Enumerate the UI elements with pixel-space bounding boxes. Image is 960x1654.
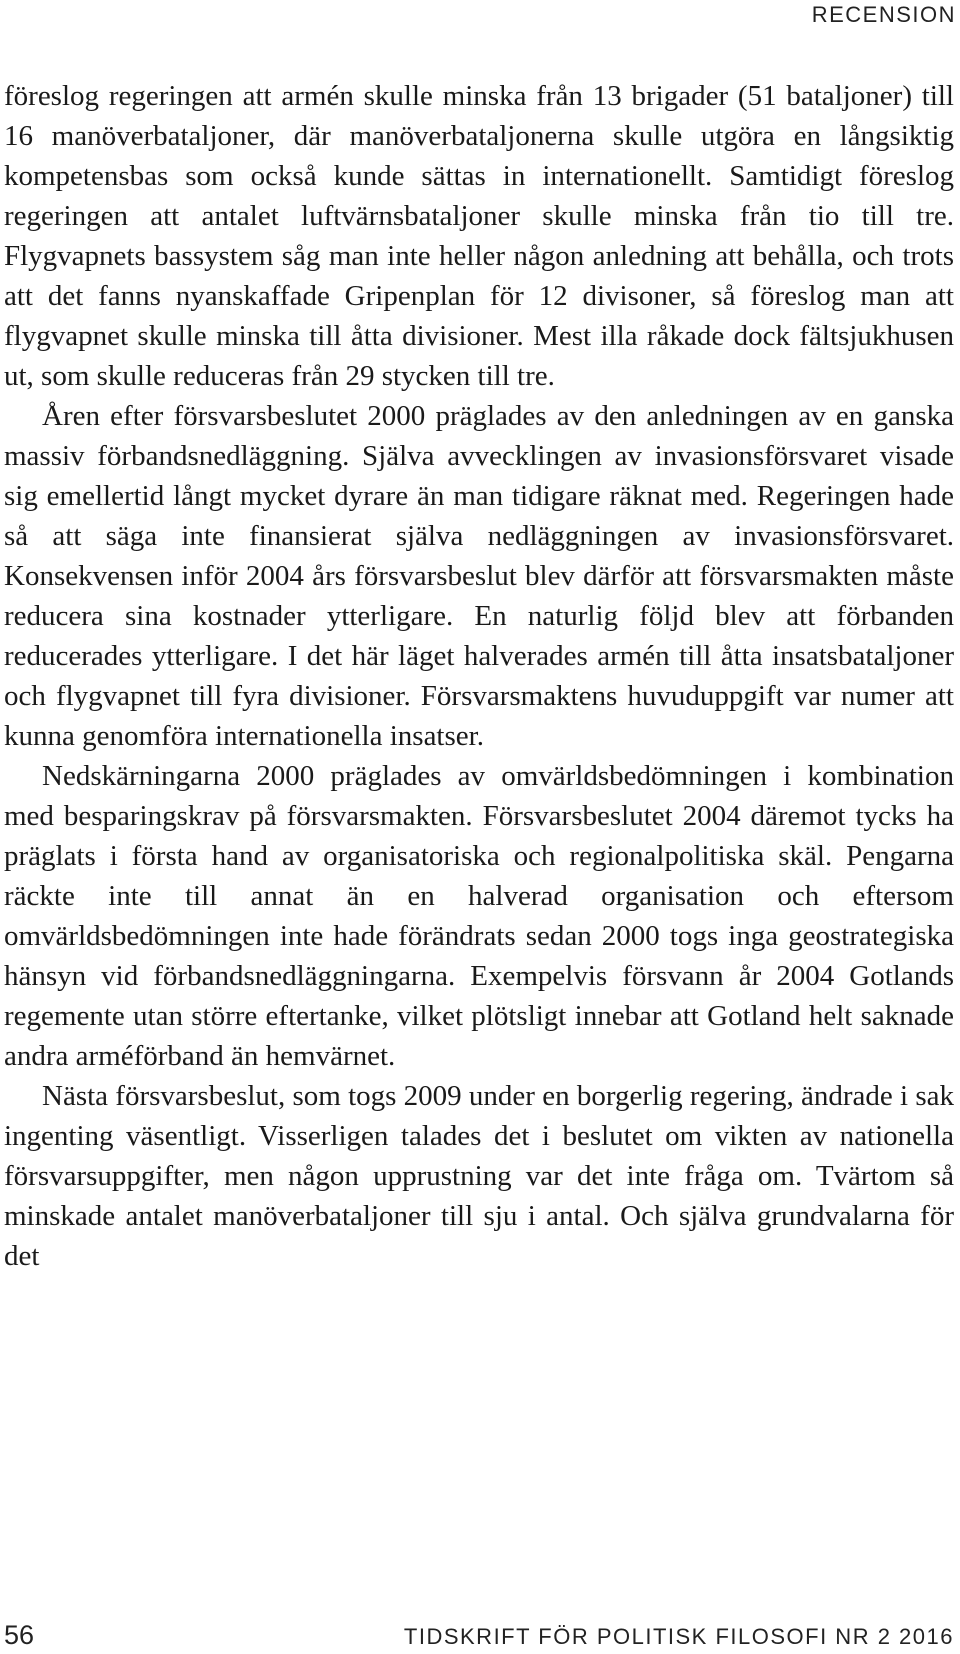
page-number: 56 bbox=[4, 1620, 35, 1650]
paragraph: Nedskärningarna 2000 präglades av omvärldsbedömningen i kombination med besparingskrav på försvarsmakten. Försvarsbeslutet 2004 däremot tycks ha präglats i första hand av organisatoriska och regionalpolitiska skäl. Pengarna räckte inte till annat än en halverad organisation och eftersom omvärldsbedömningen inte hade förändrats sedan 2000 togs inga geostrategiska hänsyn vid förbandsnedläggningarna. Exempelvis försvann år 2004 Gotlands regemente utan större eftertanke, vilket plötsligt innebar att Gotland helt saknade andra arméförband än hemvärnet. bbox=[4, 760, 954, 1072]
paragraph: föreslog regeringen att armén skulle minska från 13 brigader (51 bataljoner) till 16 manöverbataljoner, där manöverbataljonerna skulle utgöra en långsiktig kompetensbas som också kunde sättas in internationellt. Samtidigt föreslog regeringen att antalet luftvärnsbataljoner skulle minska från tio till tre. Flygvapnets bassystem såg man inte heller någon anledning att behålla, och trots att det fanns nyanskaffade Gripenplan för 12 divisoner, så föreslog man att flygvapnet skulle minska till åtta divisioner. Mest illa råkade dock fältsjukhusen ut, som skulle reduceras från 29 stycken till tre. bbox=[4, 80, 954, 392]
article-body bbox=[4, 76, 954, 1276]
paragraph: Åren efter försvarsbeslutet 2000 präglades av den anledningen av en ganska massiv förbandsnedläggning. Själva avvecklingen av invasionsförsvaret visade sig emellertid långt mycket dyrare än man tidigare räknat med. Regeringen hade så att säga inte finansierat själva nedläggningen av invasionsförsvaret. Konsekvensen inför 2004 års försvarsbeslut blev därför att försvarsmakten måste reducera sina kostnader ytterligare. En naturlig följd blev att förbanden reducerades ytterligare. I det här läget halverades armén till åtta insatsbataljoner och flygvapnet till fyra divisioner. Försvarsmaktens huvuduppgift var numer att kunna genomföra internationella insatser. bbox=[4, 400, 954, 752]
running-head: RECENSION bbox=[811, 2, 956, 27]
journal-title: TIDSKRIFT FÖR POLITISK FILOSOFI NR 2 2016 bbox=[403, 1624, 954, 1649]
page-footer bbox=[4, 1620, 954, 1654]
paragraph: Nästa försvarsbeslut, som togs 2009 under en borgerlig regering, ändrade i sak ingenting väsentligt. Visserligen talades det i beslutet om vikten av nationella försvarsuppgifter, men någon upprustning var det inte fråga om. Tvärtom så minskade antalet manöverbataljoner till sju i antal. Och själva grundvalarna för det bbox=[4, 1080, 954, 1272]
